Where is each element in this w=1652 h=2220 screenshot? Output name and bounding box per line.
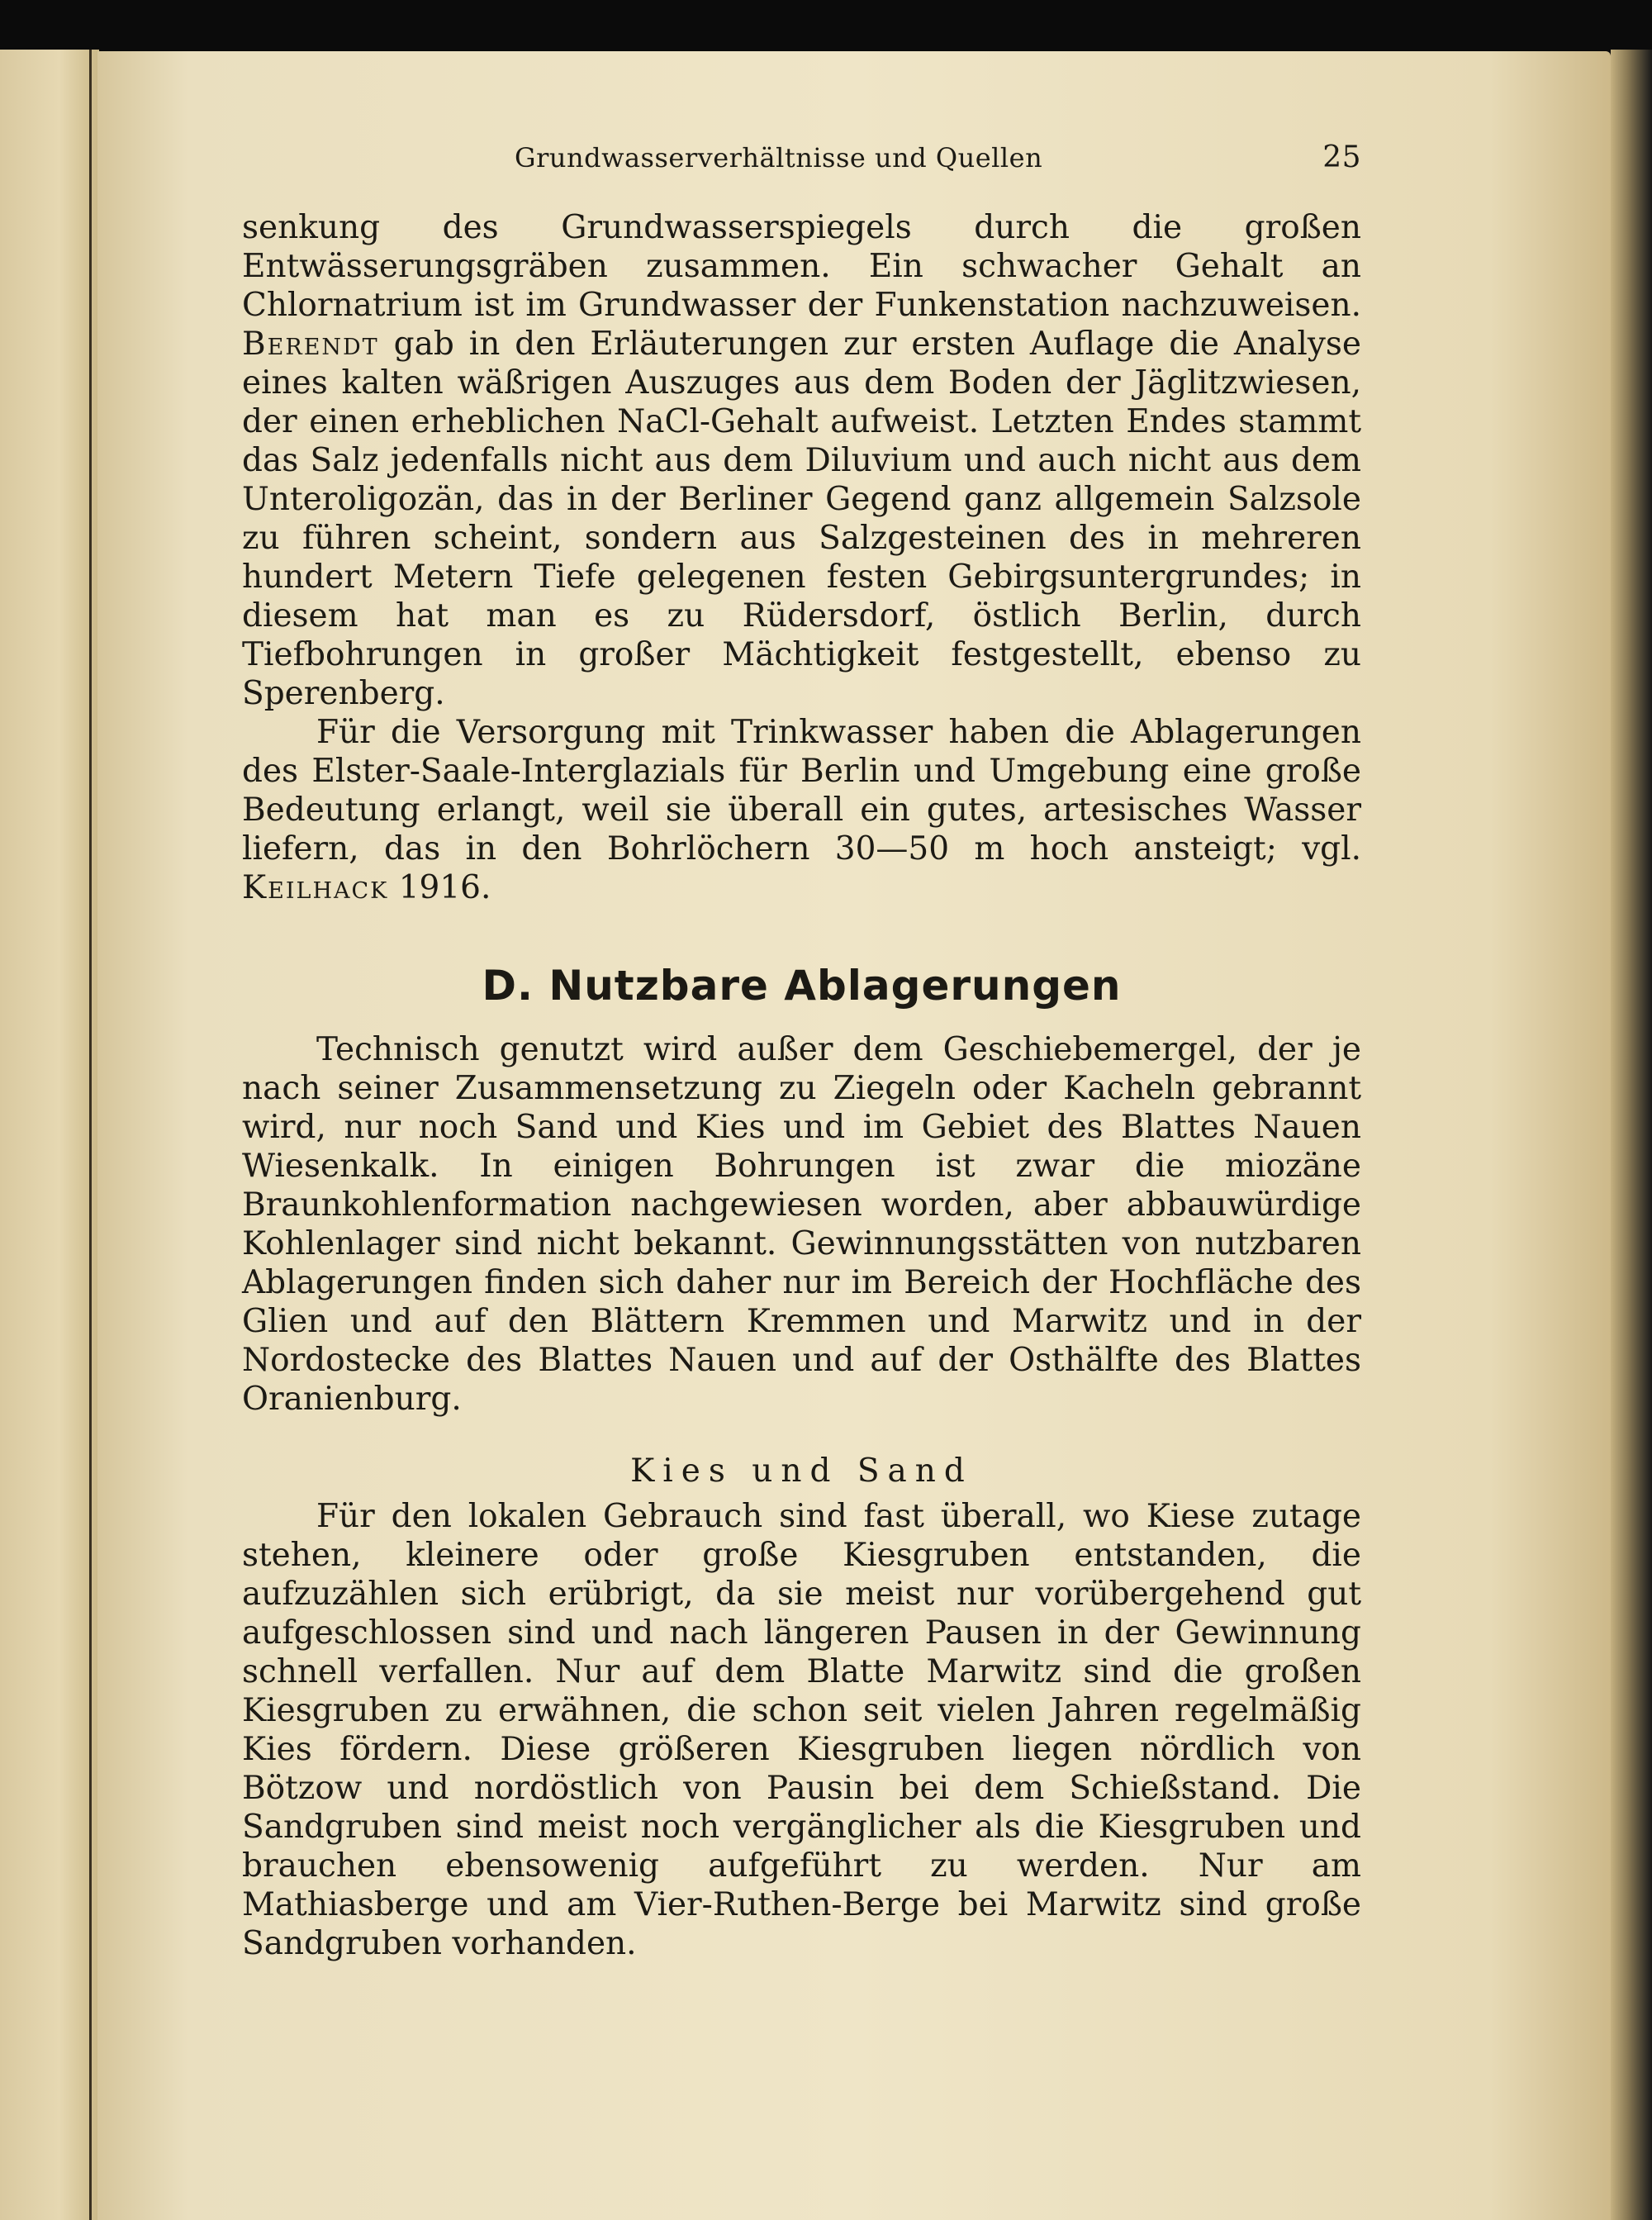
running-header bbox=[242, 117, 1361, 174]
subsection-heading: Kies und Sand bbox=[630, 1452, 973, 1490]
body-text bbox=[242, 208, 1361, 1963]
paragraph-text: gab in den Erläuterungen zur ersten Auflage die Analyse eines kalten wäßrigen Auszuges aus dem Boden der Jäglitzwiesen, der einen erheblichen NaCl-Gehalt aufweist. Letzten Endes stammt das Salz jedenfalls nicht aus dem Diluvium und auch nicht aus dem Unteroligozän, das in der Berliner Gegend ganz allgemein Salzsole zu führen scheint, sondern aus Salzgesteinen des in mehreren hundert Metern Tiefe gelegenen festen Gebirgsuntergrundes; in diesem hat man es zu Rüdersdorf, östlich Berlin, durch Tiefbohrungen in großer Mächtigkeit festgestellt, ebenso zu Sperenberg. bbox=[242, 326, 1361, 712]
paragraph-text: Für die Versorgung mit Trinkwasser haben die Ablagerungen des Elster-Saale-Interglazials für Berlin und Umgebung eine große Bedeutung erlangt, weil sie überall ein gutes, artesisches Wasser liefern, das in den Bohrlöchern 30—50 m hoch ansteigt; vgl. bbox=[242, 714, 1361, 868]
binding-line bbox=[89, 50, 92, 2220]
page-number: 25 bbox=[1322, 140, 1361, 174]
facing-page-edge bbox=[0, 50, 99, 2220]
paragraph: Technisch genutzt wird außer dem Geschiebemergel, der je nach seiner Zusammensetzung zu Ziegeln oder Kacheln gebrannt wird, nur noch Sand und Kies und im Gebiet des Blattes Nauen Wiesenkalk. In einigen Bohrungen ist zwar die miozäne Braunkohlenformation nachgewiesen worden, aber abbauwürdige Kohlenlager sind nicht bekannt. Gewinnungsstätten von nutzbaren Ablagerungen finden sich daher nur im Bereich der Hochfläche des Glien und auf den Blättern Kremmen und Marwitz und in der Nordostecke des Blattes Nauen und auf der Osthälfte des Blattes Oranienburg. bbox=[242, 1031, 1361, 1418]
paragraph: Für den lokalen Gebrauch sind fast überall, wo Kiese zutage stehen, kleinere oder große Kiesgruben entstanden, die aufzuzählen sich erübrigt, da sie meist nur vorübergehend gut aufgeschlossen sind und nach längeren Pausen in der Gewinnung schnell verfallen. Nur auf dem Blatte Marwitz sind die großen Kiesgruben zu erwähnen, die schon seit vielen Jahren regelmäßig Kies fördern. Diese größeren Kiesgruben liegen nördlich von Bötzow und nordöstlich von Pausin bei dem Schießstand. Die Sandgruben sind meist noch vergänglicher als die Kiesgruben und brauchen ebensowenig aufgeführt zu werden. Nur am Mathiasberge und am Vier-Ruthen-Berge bei Marwitz sind große Sandgruben vorhanden. bbox=[242, 1498, 1361, 1962]
page-right-edge bbox=[1611, 50, 1652, 2220]
paragraph bbox=[242, 208, 1361, 713]
author-name: Berendt bbox=[242, 326, 379, 363]
paragraph-text: 1916. bbox=[388, 869, 491, 906]
author-name: Keilhack bbox=[242, 869, 389, 906]
section-heading: D. Nutzbare Ablagerungen bbox=[482, 962, 1122, 1010]
paragraph bbox=[242, 713, 1361, 907]
text-column bbox=[242, 117, 1361, 1963]
header-title: Grundwasserverhältnisse und Quellen bbox=[515, 142, 1043, 174]
paragraph-text: senkung des Grundwasserspiegels durch die großen Entwässerungsgräben zusammen. Ein schwacher Gehalt an Chlornatrium ist im Grundwasser der Funkenstation nachzuweisen. bbox=[242, 209, 1361, 324]
page-sheet bbox=[97, 51, 1611, 2220]
